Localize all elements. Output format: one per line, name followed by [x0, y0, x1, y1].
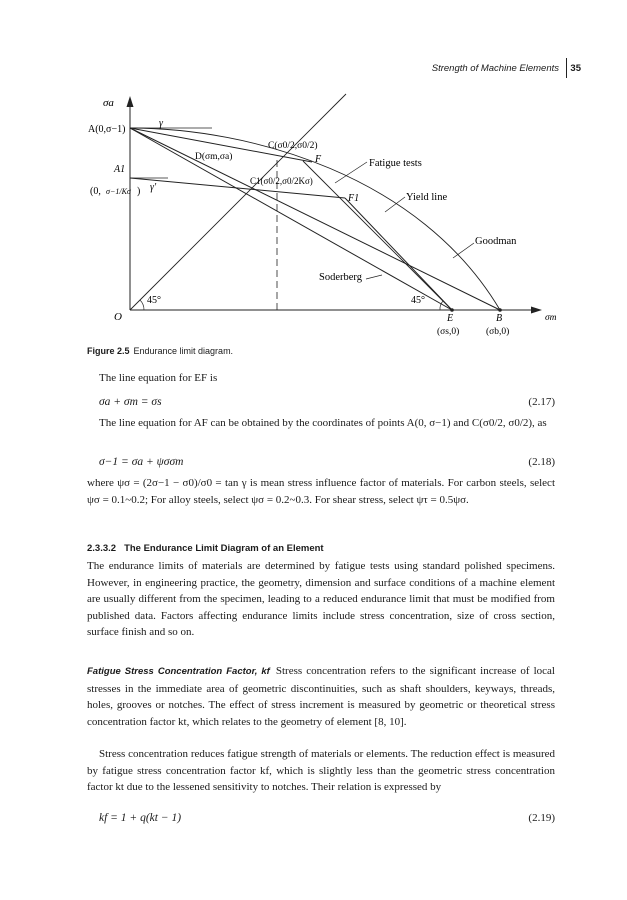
caption-text: Endurance limit diagram. — [133, 346, 234, 356]
endurance-limit-diagram — [0, 0, 627, 345]
equation-2-19: kf = 1 + q(kt − 1) — [99, 812, 182, 824]
label-D: D(σm,σa) — [195, 152, 233, 162]
page-number: 35 — [570, 63, 581, 74]
label-C: C(σ0/2,σ0/2) — [268, 141, 318, 151]
label-F: F — [315, 154, 322, 165]
equation-number-2-19: (2.19) — [528, 812, 555, 824]
label-sigma-a: σa — [103, 97, 114, 109]
section-heading — [87, 543, 332, 554]
label-C1: C1(σ0/2,σ0/2Kσ) — [250, 176, 313, 186]
point-E — [450, 308, 454, 312]
label-A: A(0,σ−1) — [88, 124, 126, 135]
equation-2-17: σa + σm = σs — [99, 396, 162, 408]
paragraph-ef: The line equation for EF is — [99, 372, 218, 384]
section-number: 2.3.3.2 — [87, 543, 117, 554]
label-A1-coord-frac: σ−1/Kσ — [106, 187, 131, 196]
header-title: Strength of Machine Elements — [431, 63, 559, 74]
label-A1: A1 — [114, 164, 126, 175]
label-soderberg: Soderberg — [319, 272, 362, 283]
label-fatigue-tests: Fatigue tests — [369, 158, 422, 169]
figure-caption — [87, 346, 233, 356]
label-yield-line: Yield line — [406, 192, 448, 203]
label-E-coord: (σs,0) — [437, 327, 460, 337]
label-B-coord: (σb,0) — [486, 327, 510, 337]
paragraph-reduction: Stress concentration reduces fatigue strength of materials or elements. The reduction effect is measured by fatigue stress concentration factor kf, which is slightly less than the geometric stress concentration factor kt due to the lessened sensitivity to notches. Their relation is expressed by — [87, 748, 555, 793]
leader-goodman — [453, 243, 474, 258]
label-45-left: 45° — [147, 295, 161, 306]
paragraph-where: where ψσ = (2σ−1 − σ0)/σ0 = tan γ is mean stress influence factor of materials. For carbon steels, select ψσ = 0.1~0.2; For alloy steels, select ψσ = 0.2~0.3. For shear stress, select ψτ = 0.5ψσ. — [87, 477, 555, 506]
section-title: The Endurance Limit Diagram of an Element — [124, 543, 324, 554]
equation-number-2-17: (2.17) — [528, 396, 555, 408]
label-goodman: Goodman — [475, 236, 517, 247]
soderberg-line — [130, 128, 452, 310]
label-B: B — [496, 313, 503, 324]
label-sigma-m: σm — [545, 313, 557, 323]
label-F1: F1 — [348, 193, 360, 204]
label-E: E — [447, 313, 454, 324]
line-45-E — [303, 161, 452, 310]
paragraph-stress-concentration — [87, 663, 555, 730]
x-axis-arrow — [531, 307, 542, 314]
caption-label: Figure 2.5 — [87, 346, 130, 356]
equation-2-18: σ−1 = σa + ψσσm — [99, 456, 184, 468]
paragraph-stress-concentration-text: Stress concentration refers to the significant increase of local stresses in the immediate area of geometric discontinuities, such as shaft shoulders, keyways, threads, holes, grooves or notches. The effect of stress increment is measured by geometric or theoretical stress concentration factor kt, which relates to the geometry of element [8, 10]. — [87, 665, 555, 728]
paragraph-lead-term: Fatigue Stress Concentration Factor, kf — [87, 666, 270, 677]
leader-yield-line — [385, 197, 405, 212]
label-gamma-prime: γ' — [150, 182, 157, 193]
point-B — [498, 308, 502, 312]
label-A1-coord-close: ) — [137, 186, 141, 197]
leader-soderberg — [366, 275, 382, 279]
angle-arc-left — [140, 300, 144, 310]
line-F1-E — [345, 198, 452, 310]
paragraph-af: The line equation for AF can be obtained by the coordinates of points A(0, σ−1) and C(σ0/2, σ0/2), as — [99, 417, 547, 429]
label-A1-coord-open: (0, — [90, 186, 101, 197]
paragraph-endurance: The endurance limits of materials are determined by fatigue tests using standard polished specimens. However, in engineering practice, the geometry, dimension and surface conditions of a machine element are usually different from the specimen, leading to a reduced endurance limit that must be modified from published data. Factors affecting endurance limits include stress concentration, size of cross section, surface finish and so on. — [87, 560, 555, 638]
y-axis-arrow — [127, 96, 134, 107]
label-45-right: 45° — [411, 295, 425, 306]
label-gamma: γ — [159, 118, 163, 129]
equation-number-2-18: (2.18) — [528, 456, 555, 468]
angle-arc-right — [440, 301, 443, 310]
label-origin: O — [114, 311, 122, 323]
